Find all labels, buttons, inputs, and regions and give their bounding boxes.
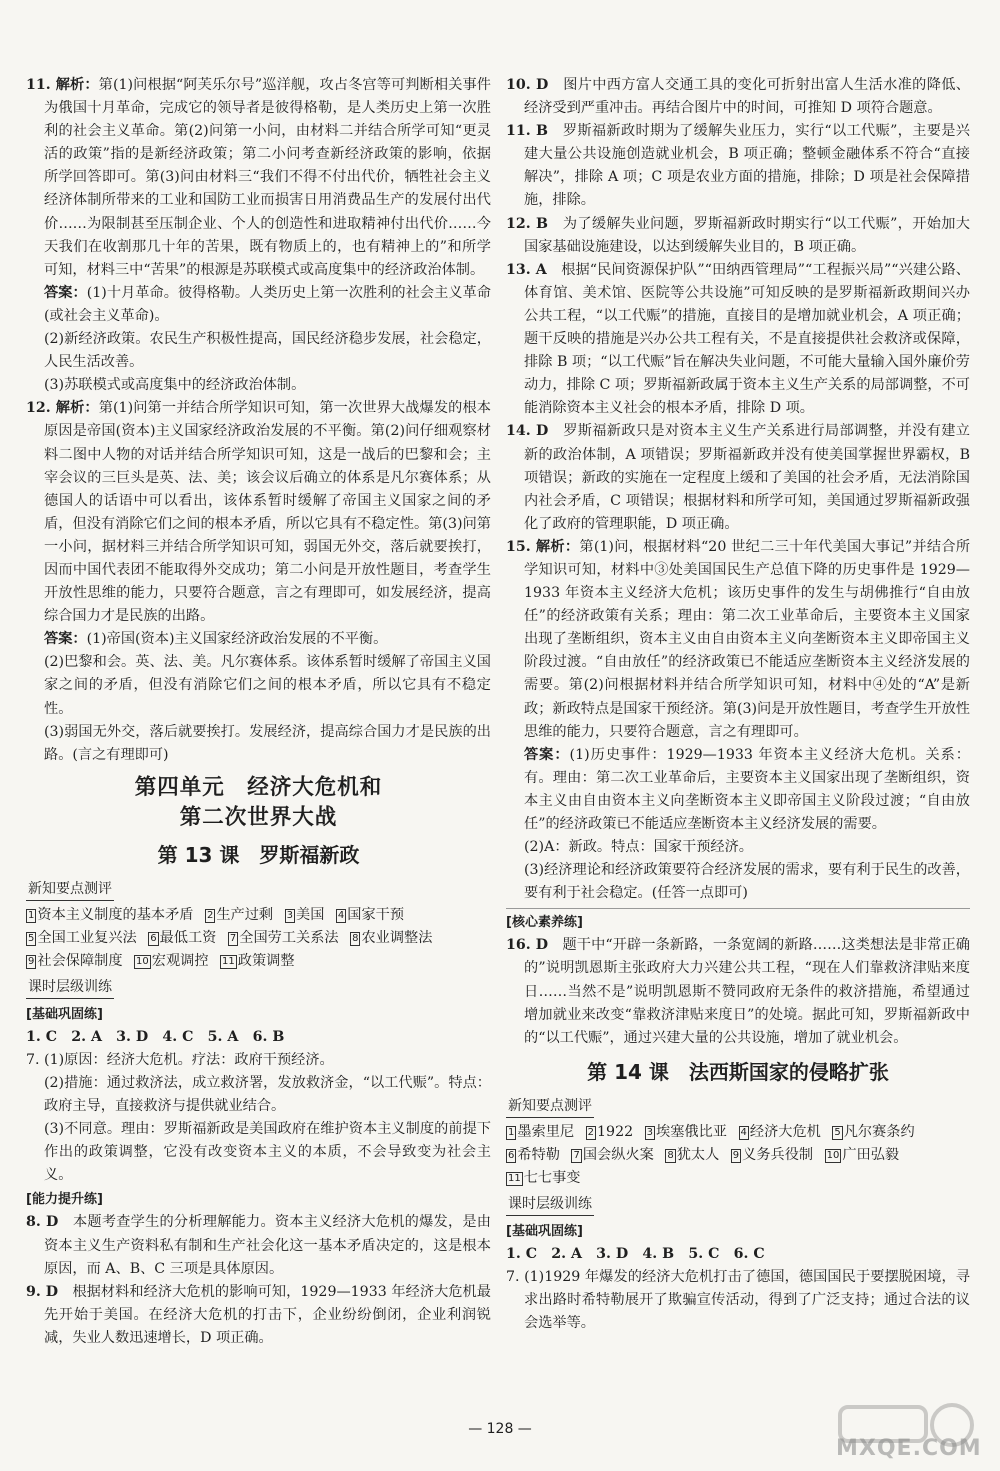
q15-answer-1: 答案：(1)历史事件：1929—1933 年资本主义经济大危机。关系：有。理由：第二次工业革命后，主要资本主义国家出现了垄断组织，资本主义由自由资本主义向垄断资本主义即帝国主义阶段过渡；“自由放任”的经济政策已不能适应垄断资本主义经济发展的需要。 bbox=[524, 746, 970, 832]
q14-13: 14. D 罗斯福新政只是对资本主义生产关系进行局部调整，并没有建立新的政治体制，A 项错误；罗斯福新政并没有使美国掌握世界霸权，B 项错误；新政的实施在一定程度上缓和了美国的社会矛盾，无法消除国内社会矛盾，C 项错误；根据材料和所学可知，美国通过罗斯福新政强化了政府的管理职能，D 项正确。 bbox=[506, 423, 970, 532]
q7-13-part1: 7. (1)原因：经济大危机。疗法：政府干预经济。 bbox=[26, 1051, 334, 1068]
key-point: 7 国会纵火案 bbox=[573, 1146, 654, 1163]
q11-answer-2: (2)新经济政策。农民生产积极性提高，国民经济稳步发展，社会稳定，人民生活改善。 bbox=[44, 331, 491, 371]
hexin-header: [核心素养练] bbox=[506, 915, 583, 931]
q11-13: 11. B 罗斯福新政时期为了缓解失业压力，实行“以工代赈”，主要是兴建大量公共设施创造就业机会，B 项正确；整顿金融体系不符合“直接解决”，排除 A 项；C 项是农业方面的措施，排除；D 项是社会保障措施，排除。 bbox=[506, 123, 970, 209]
key-point: 7 全国劳工关系法 bbox=[229, 929, 339, 946]
q15-answer-3: (3)经济理论和经济政策要符合经济发展的需求，要有利于民生的改善，要有利于社会稳定。(任答一点即可) bbox=[524, 862, 970, 902]
key-point: 6 最低工资 bbox=[150, 929, 217, 946]
q7-13-part2: (2)措施：通过救济法，成立救济署，发放救济金，“以工代赈”。特点：政府主导，直接救济与提供就业结合。 bbox=[44, 1075, 491, 1115]
lesson-14-title: 第 14 课 法西斯国家的侵略扩张 bbox=[587, 1059, 889, 1084]
key-point: 9 社会保障制度 bbox=[28, 952, 123, 969]
key-point: 4 经济大危机 bbox=[740, 1123, 821, 1140]
q15-answer-2: (2)A：新政。特点：国家干预经济。 bbox=[524, 839, 753, 856]
unit-title-line-1: 第四单元 经济大危机和 bbox=[134, 774, 383, 800]
lesson-13-title: 第 13 课 罗斯福新政 bbox=[157, 842, 360, 867]
nengli-header: [能力提升练] bbox=[26, 1192, 103, 1208]
q12-analysis: 12. 解析：第(1)问第一并结合所学知识可知，第一次世界大战爆发的根本原因是帝国(资本)主义国家经济政治发展的不平衡。第(2)问仔细观察材料二图中人物的对话并结合所学知识可知，这是一战后的巴黎和会；主宰会议的三巨头是英、法、美；该会议后确立的体系是凡尔赛体系；从德国人的话语中可以看出，该体系暂时缓解了帝国主义国家之间的矛盾，但没有消除它们之间的根本矛盾，所以它具有不稳定性。第(3)问第一小问，据材料三并结合所学知识可知，弱国无外交，落后就要挨打，因而中国代表团不能取得外交成功；第二小问是开放性题目，考查学生开放性思维的能力，只要符合题意，言之有理即可，如发展经济，提高综合国力才是民族的出路。 bbox=[26, 400, 491, 625]
q12-answer-3: (3)弱国无外交，落后就要挨打。发展经济，提高综合国力才是民族的出路。(言之有理即可) bbox=[44, 723, 491, 763]
key-point: 3 埃塞俄比亚 bbox=[646, 1123, 727, 1140]
left-column bbox=[26, 74, 491, 1350]
q7-13-part3: (3)不同意。理由：罗斯福新政是美国政府在维护资本主义制度的前提下作出的政策调整，它没有改变资本主义的本质，不会导致变为社会主义。 bbox=[44, 1121, 491, 1184]
key-point: 1 资本主义制度的基本矛盾 bbox=[28, 906, 194, 923]
right-column bbox=[506, 74, 970, 1335]
section-keshi-14: 课时层级训练 bbox=[506, 1194, 594, 1216]
jichu-header-13: [基础巩固练] bbox=[26, 1006, 103, 1022]
key-point: 8 犹太人 bbox=[667, 1146, 720, 1163]
watermark-text: MXQE.COM bbox=[836, 1436, 982, 1461]
choices-13: 1. C 2. A 3. D 4. C 5. A 6. B bbox=[26, 1028, 285, 1045]
section-xinzhi-14: 新知要点测评 bbox=[506, 1096, 594, 1118]
key-point: 6 希特勒 bbox=[508, 1146, 560, 1163]
divider bbox=[506, 908, 970, 909]
q11-analysis: 11. 解析：第(1)问根据“阿芙乐尔号”巡洋舰，攻占冬宫等可判断相关事件为俄国十月革命，完成它的领导者是彼得格勒，是人类历史上第一次胜利的社会主义革命。第(2)问第一小问，由材料二并结合所学可知“更灵活的政策”指的是新经济政策；第二小问考查新经济政策的影响，依据所学回答即可。第(3)问由材料三“我们不得不付出代价，牺牲社会主义经济体制所带来的工业和国防工业而损害日用消费品生产的发展付出代价……为限制甚至压制企业、个人的创造性和进取精神付出代价……今天我们在收割那几十年的苦果，既有物质上的，也有精神上的”和所学可知，材料三中“苦果”的根源是苏联模式或高度集中的经济政治体制。 bbox=[26, 77, 491, 278]
q12-answer-1: 答案：(1)帝国(资本)主义国家经济政治发展的不平衡。 bbox=[44, 631, 388, 648]
unit-title-line-2: 第二次世界大战 bbox=[179, 804, 338, 830]
q16-13: 16. D 题干中“开辟一条新路，一条宽阔的新路……这类想法是非常正确的”说明凯恩斯主张政府大力兴建公共工程，“现在人们靠救济津贴来度日……当然不是”说明凯恩斯不赞同政府无条件的救济措施，希望通过增加就业来改变“靠救济津贴来度日”的处境。据此可知，罗斯福新政中的“以工代赈”，通过兴建大量的公共设施，增加了就业机会。 bbox=[506, 937, 970, 1046]
key-point: 11 七七事变 bbox=[508, 1169, 581, 1186]
section-xinzhi-13: 新知要点测评 bbox=[26, 879, 114, 901]
q8-13: 8. D 本题考查学生的分析理解能力。资本主义经济大危机的爆发，是由资本主义生产资料私有制和生产社会化这一基本矛盾决定的，这是根本原因，而 A、B、C 三项是具体原因。 bbox=[26, 1214, 491, 1277]
q9-13: 9. D 根据材料和经济大危机的影响可知，1929—1933 年经济大危机最先开始于美国。在经济大危机的打击下，企业纷纷倒闭，企业利润锐减，失业人数迅速增长，D 项正确。 bbox=[26, 1283, 491, 1346]
key-point: 1 墨索里尼 bbox=[508, 1123, 575, 1140]
key-point: 11 政策调整 bbox=[222, 952, 295, 969]
key-point: 3 美国 bbox=[286, 906, 325, 923]
q13-13: 13. A 根据“民间资源保护队”“田纳西管理局”“工程振兴局”“兴建公路、体育馆、美术馆、医院等公共设施”可知反映的是罗斯福新政期间兴办公共工程，“以工代赈”的措施，直接目的是增加就业机会，A 项正确；题干反映的措施是兴办公共工程有关，不是直接提供社会救济或保障，排除 B 项；“以工代赈”旨在解决失业问题，不可能大量输入国外廉价劳动力，排除 C 项；罗斯福新政属于资本主义生产关系的局部调整，不可能消除资本主义社会的根本矛盾，排除 D 项。 bbox=[506, 261, 970, 417]
q12-13: 12. B 为了缓解失业问题，罗斯福新政时期实行“以工代赈”，开始加大国家基础设施建设，以达到缓解失业目的，B 项正确。 bbox=[506, 215, 970, 255]
q11-answer-3: (3)苏联模式或高度集中的经济政治体制。 bbox=[44, 377, 306, 394]
page-number: — 128 — bbox=[468, 1421, 532, 1437]
key-point: 10 广田弘毅 bbox=[826, 1146, 900, 1163]
lesson-13-key-points bbox=[26, 904, 491, 973]
jichu-header-14: [基础巩固练] bbox=[506, 1223, 583, 1239]
key-point: 4 国家干预 bbox=[337, 906, 405, 923]
q11-answer-1: 答案：(1)十月革命。彼得格勒。人类历史上第一次胜利的社会主义革命(或社会主义革命)。 bbox=[44, 284, 491, 324]
q10-13: 10. D 图片中西方富人交通工具的变化可折射出富人生活水准的降低、经济受到严重冲击。再结合图片中的时间，可推知 D 项符合题意。 bbox=[506, 77, 970, 117]
key-point: 5 凡尔赛条约 bbox=[834, 1123, 915, 1140]
key-point: 2 生产过剩 bbox=[206, 906, 274, 923]
choices-14: 1. C 2. A 3. D 4. B 5. C 6. C bbox=[506, 1245, 765, 1262]
key-point: 10 宏观调控 bbox=[136, 952, 209, 969]
key-point: 9 义务兵役制 bbox=[732, 1146, 814, 1163]
key-point: 8 农业调整法 bbox=[352, 929, 433, 946]
q15-analysis: 15. 解析：第(1)问，根据材料“20 世纪二三十年代美国大事记”并结合所学知识可知，材料中③处美国国民生产总值下降的历史事件是 1929—1933 年资本主义经济大危机；该历史事件的发生与胡佛推行“自由放任”的经济政策有关系；理由：第二次工业革命后，主要资本主义国家出现了垄断组织，资本主义由自由资本主义向垄断资本主义即帝国主义阶段过渡。“自由放任”的经济政策已不能适应垄断资本主义经济发展的需要。第(2)问根据材料并结合所学知识可知，材料中④处的“A”是新政；新政特点是国家干预经济。第(3)问是开放性题目，考查学生开放性思维的能力，只要符合题意，言之有理即可。 bbox=[506, 538, 971, 740]
lesson-14-key-points bbox=[506, 1121, 970, 1190]
key-point: 5 全国工业复兴法 bbox=[28, 929, 137, 946]
q12-answer-2: (2)巴黎和会。英、法、美。凡尔赛体系。该体系暂时缓解了帝国主义国家之间的矛盾，但没有消除它们之间的根本矛盾，所以它具有不稳定性。 bbox=[44, 654, 491, 717]
key-point: 2 1922 bbox=[587, 1123, 634, 1140]
q7-14: 7. (1)1929 年爆发的经济大危机打击了德国，德国国民于要摆脱困境，寻求出路时希特勒展开了欺骗宣传活动，得到了广泛支持；通过合法的议会选举等。 bbox=[506, 1268, 970, 1332]
section-keshi-13: 课时层级训练 bbox=[26, 977, 114, 999]
